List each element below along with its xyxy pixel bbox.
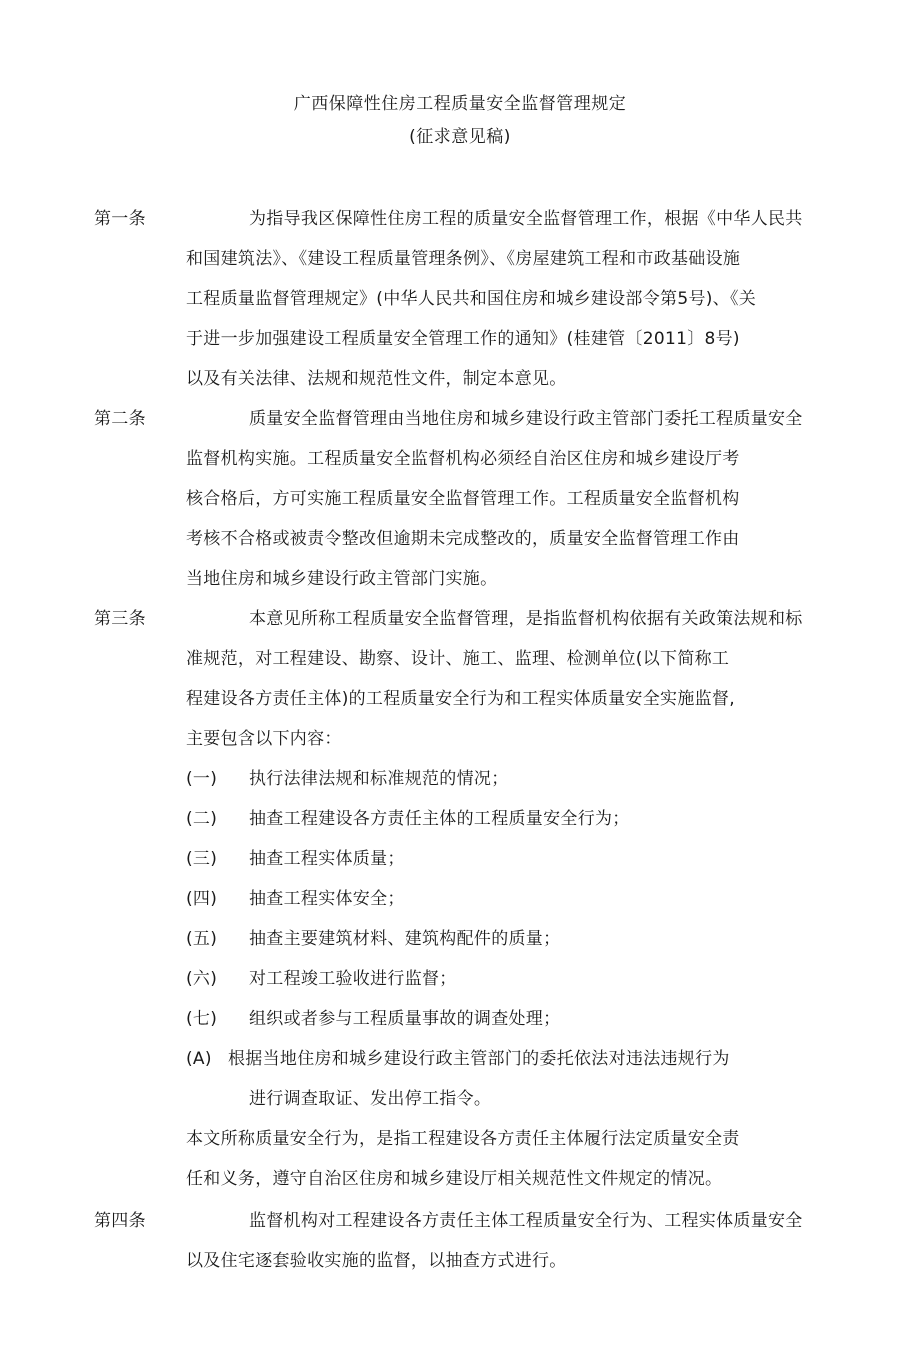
article-3-line: 程建设各方责任主体)的工程质量安全行为和工程实体质量安全实施监督, [186,689,735,709]
list-item-text: 抽查工程实体质量； [249,849,405,869]
article-2-line: 考核不合格或被责令整改但逾期未完成整改的，质量安全监督管理工作由 [186,529,740,549]
article-3-label: 第三条 [94,609,146,629]
article-2-line: 监督机构实施。工程质量安全监督机构必须经自治区住房和城乡建设厅考 [186,449,740,469]
article-1-line: 和国建筑法》、《建设工程质量管理条例》、《房屋建筑工程和市政基础设施 [186,249,741,269]
list-item-text: 根据当地住房和城乡建设行政主管部门的委托依法对违法违规行为 [228,1049,730,1069]
article-1-line: 为指导我区保障性住房工程的质量安全监督管理工作，根据《中华人民共 [249,209,803,229]
list-item-text: 组织或者参与工程质量事故的调查处理； [249,1009,561,1029]
article-2-label: 第二条 [94,409,146,429]
list-item-text: 执行法律法规和标准规范的情况； [249,769,509,789]
document-subtitle: (征求意见稿) [409,127,511,147]
list-item-number: (A) [186,1049,212,1069]
article-3-line: 准规范，对工程建设、勘察、设计、施工、监理、检测单位(以下简称工 [186,649,730,669]
article-4-line: 以及住宅逐套验收实施的监督，以抽查方式进行。 [186,1251,567,1271]
list-item-text: 抽查工程建设各方责任主体的工程质量安全行为； [249,809,630,829]
article-3-note-line: 任和义务，遵守自治区住房和城乡建设厅相关规范性文件规定的情况。 [186,1169,723,1189]
list-item-number: (六) [186,969,218,989]
article-1-line: 于进一步加强建设工程质量安全管理工作的通知》(桂建管〔2011〕8号) [186,329,740,349]
list-item-number: (五) [186,929,218,949]
article-1-line: 工程质量监督管理规定》(中华人民共和国住房和城乡建设部令第5号)、《关 [186,289,757,309]
list-item-number: (四) [186,889,218,909]
article-2-line: 质量安全监督管理由当地住房和城乡建设行政主管部门委托工程质量安全 [249,409,803,429]
article-2-line: 当地住房和城乡建设行政主管部门实施。 [186,569,498,589]
article-4-line: 监督机构对工程建设各方责任主体工程质量安全行为、工程实体质量安全 [249,1211,803,1231]
list-item-number: (七) [186,1009,218,1029]
list-item-text: 抽查主要建筑材料、建筑构配件的质量； [249,929,561,949]
article-3-line: 本意见所称工程质量安全监督管理，是指监督机构依据有关政策法规和标 [249,609,803,629]
article-1-label: 第一条 [94,209,146,229]
article-4-label: 第四条 [94,1211,146,1231]
article-2-line: 核合格后，方可实施工程质量安全监督管理工作。工程质量安全监督机构 [186,489,740,509]
article-1-line: 以及有关法律、法规和规范性文件，制定本意见。 [186,369,567,389]
list-item-text-continued: 进行调查取证、发出停工指令。 [249,1089,492,1109]
list-item-text: 抽查工程实体安全； [249,889,405,909]
list-item-number: (三) [186,849,218,869]
article-3-line: 主要包含以下内容： [186,729,342,749]
list-item-text: 对工程竣工验收进行监督； [249,969,457,989]
list-item-number: (二) [186,809,218,829]
list-item-number: (一) [186,769,218,789]
document-title: 广西保障性住房工程质量安全监督管理规定 [293,94,627,114]
article-3-note-line: 本文所称质量安全行为，是指工程建设各方责任主体履行法定质量安全责 [186,1129,740,1149]
